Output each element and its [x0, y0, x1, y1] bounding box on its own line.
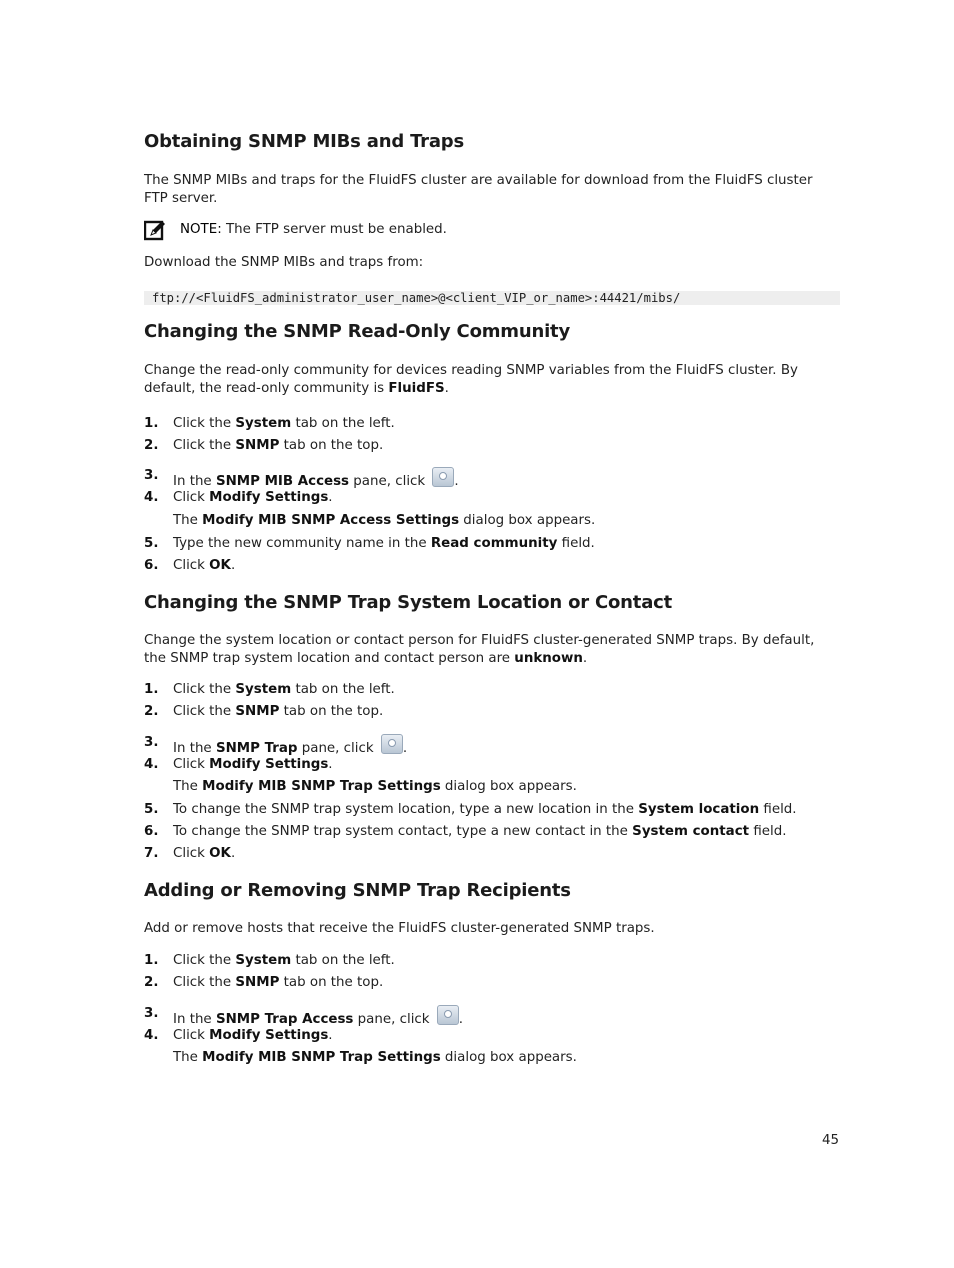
step-text: Click the System tab on the left. — [173, 953, 395, 968]
heading-trap-recipients: Adding or Removing SNMP Trap Recipients — [144, 880, 571, 901]
step-number: 4. — [144, 757, 159, 772]
trap-intro-end: . — [582, 651, 588, 666]
step-text: In the SNMP Trap Access pane, click . — [173, 1005, 463, 1029]
note-label: NOTE: — [180, 222, 222, 237]
obtain-intro: The SNMP MIBs and traps for the FluidFS cluster are available for download from the FluidFS cluster FTP server. — [144, 173, 813, 206]
trap-intro-text: Change the system location or contact person for FluidFS cluster-generated SNMP traps. By default, the SNMP trap system location and contact person are — [144, 633, 815, 666]
step-number: 1. — [144, 953, 159, 968]
note-box — [144, 221, 840, 245]
step-number: 2. — [144, 438, 159, 453]
gear-icon — [432, 467, 454, 487]
step-text: Click the SNMP tab on the top. — [173, 438, 384, 453]
step-number: 7. — [144, 846, 159, 861]
step-number: 5. — [144, 536, 159, 551]
step-text: To change the SNMP trap system contact, type a new contact in the System contact field. — [173, 824, 787, 839]
step-number: 1. — [144, 682, 159, 697]
step-text: Click the System tab on the left. — [173, 682, 395, 697]
step-number: 3. — [144, 468, 159, 483]
note-body: The FTP server must be enabled. — [225, 222, 447, 237]
step-number: 3. — [144, 735, 159, 750]
step-text: Type the new community name in the Read community field. — [173, 536, 595, 551]
step-result: The Modify MIB SNMP Trap Settings dialog box appears. — [173, 1050, 577, 1065]
step-text: Click Modify Settings. — [173, 757, 333, 772]
step-number: 3. — [144, 1006, 159, 1021]
trap-default-value: unknown — [514, 651, 583, 666]
step-text: Click the SNMP tab on the top. — [173, 975, 384, 990]
readonly-intro-text: Change the read-only community for devices reading SNMP variables from the FluidFS cluster. By default, the read-only community is — [144, 363, 798, 396]
heading-read-only-community: Changing the SNMP Read-Only Community — [144, 321, 570, 342]
step-number: 1. — [144, 416, 159, 431]
readonly-intro — [144, 362, 840, 398]
gear-icon — [437, 1005, 459, 1025]
gear-icon — [381, 734, 403, 754]
pencil-note-icon — [144, 219, 166, 241]
note-text — [180, 221, 447, 239]
download-text: Download the SNMP MIBs and traps from: — [144, 255, 424, 270]
step-result: The Modify MIB SNMP Trap Settings dialog box appears. — [173, 779, 577, 794]
step-text: In the SNMP Trap pane, click . — [173, 734, 407, 758]
step-text: Click OK. — [173, 846, 236, 861]
step-number: 2. — [144, 975, 159, 990]
ftp-path-code: ftp://<FluidFS_administrator_user_name>@<client_VIP_or_name>:44421/mibs/ — [144, 291, 840, 305]
step-number: 6. — [144, 824, 159, 839]
recipients-intro: Add or remove hosts that receive the FluidFS cluster-generated SNMP traps. — [144, 921, 655, 936]
step-text: Click Modify Settings. — [173, 1028, 333, 1043]
step-number: 2. — [144, 704, 159, 719]
step-number: 4. — [144, 1028, 159, 1043]
step-text: Click Modify Settings. — [173, 490, 333, 505]
step-text: In the SNMP MIB Access pane, click . — [173, 467, 459, 491]
step-number: 4. — [144, 490, 159, 505]
step-result: The Modify MIB SNMP Access Settings dialog box appears. — [173, 513, 596, 528]
step-text: To change the SNMP trap system location, type a new location in the System location field. — [173, 802, 797, 817]
trap-intro — [144, 632, 840, 668]
step-text: Click OK. — [173, 558, 236, 573]
page-number: 45 — [822, 1133, 840, 1148]
step-number: 6. — [144, 558, 159, 573]
heading-obtaining-snmp-mibs: Obtaining SNMP MIBs and Traps — [144, 131, 465, 152]
step-text: Click the SNMP tab on the top. — [173, 704, 384, 719]
step-text: Click the System tab on the left. — [173, 416, 395, 431]
readonly-intro-end: . — [444, 381, 449, 396]
readonly-default-value: FluidFS — [388, 381, 445, 396]
step-number: 5. — [144, 802, 159, 817]
heading-trap-location-contact: Changing the SNMP Trap System Location or Contact — [144, 592, 673, 613]
